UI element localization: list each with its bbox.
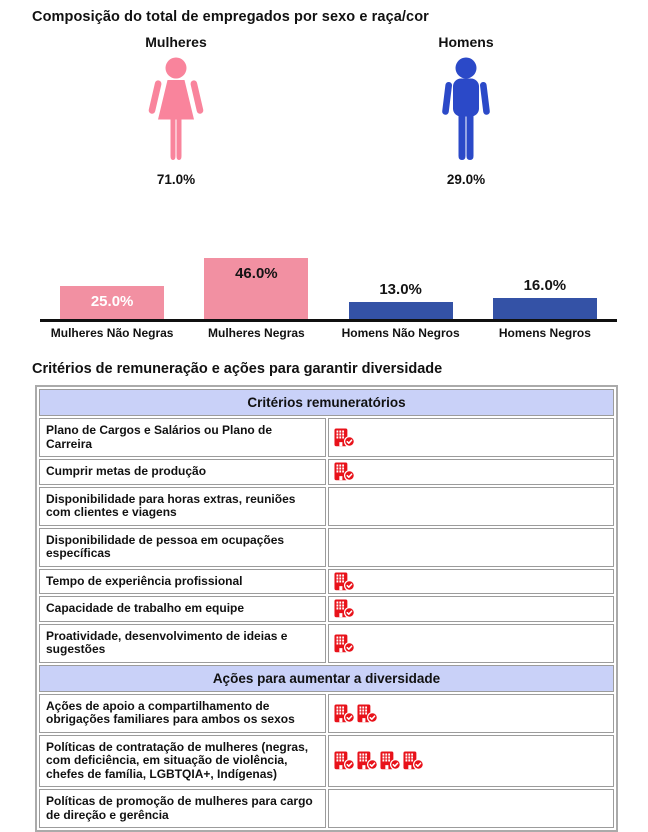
bar-category-label: Mulheres Negras [208, 326, 305, 340]
building-check-icon [334, 634, 355, 653]
bar-column [40, 247, 184, 319]
building-check-icon [334, 428, 355, 447]
pictograph-section [0, 34, 648, 187]
table-section-title: Critérios de remuneração e ações para garantir diversidade [32, 361, 443, 377]
icons-wrap [334, 751, 609, 770]
table-section-header: Critérios remuneratórios [39, 389, 614, 416]
table-row [39, 569, 614, 595]
pictograph-women-value: 71.0% [156, 172, 196, 187]
table-row [39, 528, 614, 567]
table-section-header-row [39, 389, 614, 416]
table-row [39, 487, 614, 526]
table-section-header: Ações para aumentar a diversidade [39, 665, 614, 692]
criteria-icons-cell [328, 569, 615, 595]
table-section-header-row [39, 665, 614, 692]
bar-value-label: 46.0% [235, 265, 278, 282]
criteria-label-cell: Tempo de experiência profissional [39, 569, 326, 595]
building-check-icon [334, 572, 355, 591]
bar [204, 258, 308, 319]
man-icon [438, 57, 494, 162]
table-row [39, 735, 614, 788]
criteria-label-cell: Políticas de promoção de mulheres para cargo de direção e gerência [39, 789, 326, 828]
table-row [39, 418, 614, 457]
criteria-label-cell: Disponibilidade para horas extras, reuniões com clientes e viagens [39, 487, 326, 526]
bar-category-label: Homens Negros [498, 326, 591, 340]
criteria-label-cell: Cumprir metas de produção [39, 459, 326, 485]
criteria-icons-cell [328, 418, 615, 457]
table-row [39, 596, 614, 622]
building-check-icon [334, 462, 355, 481]
bar-category-label: Homens Não Negros [341, 326, 460, 340]
bar [60, 286, 164, 319]
criteria-icons-cell [328, 624, 615, 663]
building-check-icon [334, 599, 355, 618]
building-check-icon [334, 751, 355, 770]
pictograph-women [86, 34, 266, 187]
criteria-label-cell: Capacidade de trabalho em equipe [39, 596, 326, 622]
table-row [39, 624, 614, 663]
pictograph-women-label: Mulheres [145, 34, 207, 50]
bar [493, 277, 597, 319]
bar-column [329, 247, 473, 319]
pictograph-men-value: 29.0% [446, 172, 486, 187]
table-row [39, 694, 614, 733]
icons-wrap [334, 462, 609, 481]
criteria-icons-cell [328, 459, 615, 485]
icons-wrap [334, 704, 609, 723]
criteria-label-cell: Plano de Cargos e Salários ou Plano de Carreira [39, 418, 326, 457]
bar-value-label: 16.0% [523, 277, 567, 294]
building-check-icon [357, 751, 378, 770]
building-check-icon [357, 704, 378, 723]
building-check-icon [334, 704, 355, 723]
bar-column [473, 247, 617, 319]
table-row [39, 789, 614, 828]
bar-value-label: 13.0% [379, 281, 422, 298]
criteria-icons-cell [328, 596, 615, 622]
pictograph-men [376, 34, 556, 187]
bar-value-label: 25.0% [90, 293, 134, 310]
bar-column [184, 247, 328, 319]
criteria-label-cell: Ações de apoio a compartilhamento de obrigações familiares para ambos os sexos [39, 694, 326, 733]
building-check-icon [380, 751, 401, 770]
bar-chart-category-labels [40, 326, 617, 340]
criteria-icons-cell [328, 694, 615, 733]
pictograph-men-label: Homens [438, 34, 494, 50]
criteria-icons-cell [328, 789, 615, 828]
icons-wrap [334, 572, 609, 591]
criteria-label-cell: Políticas de contratação de mulheres (negras, com deficiência, em situação de violência, chefes de família, LGBTQIA+, Indígenas) [39, 735, 326, 788]
building-check-icon [403, 751, 424, 770]
bar-category-label: Mulheres Não Negras [50, 326, 174, 340]
table-row [39, 459, 614, 485]
criteria-label-cell: Proatividade, desenvolvimento de ideias e sugestões [39, 624, 326, 663]
icons-wrap [334, 634, 609, 653]
criteria-table-body [39, 389, 614, 828]
woman-icon [148, 57, 204, 162]
bar-chart [40, 247, 617, 322]
criteria-icons-cell [328, 735, 615, 788]
icons-wrap [334, 428, 609, 447]
criteria-icons-cell [328, 528, 615, 567]
page-title: Composição do total de empregados por sexo e raça/cor [32, 9, 429, 25]
icons-wrap [334, 599, 609, 618]
bar [349, 281, 453, 319]
criteria-table [35, 385, 618, 832]
criteria-icons-cell [328, 487, 615, 526]
criteria-label-cell: Disponibilidade de pessoa em ocupações específicas [39, 528, 326, 567]
